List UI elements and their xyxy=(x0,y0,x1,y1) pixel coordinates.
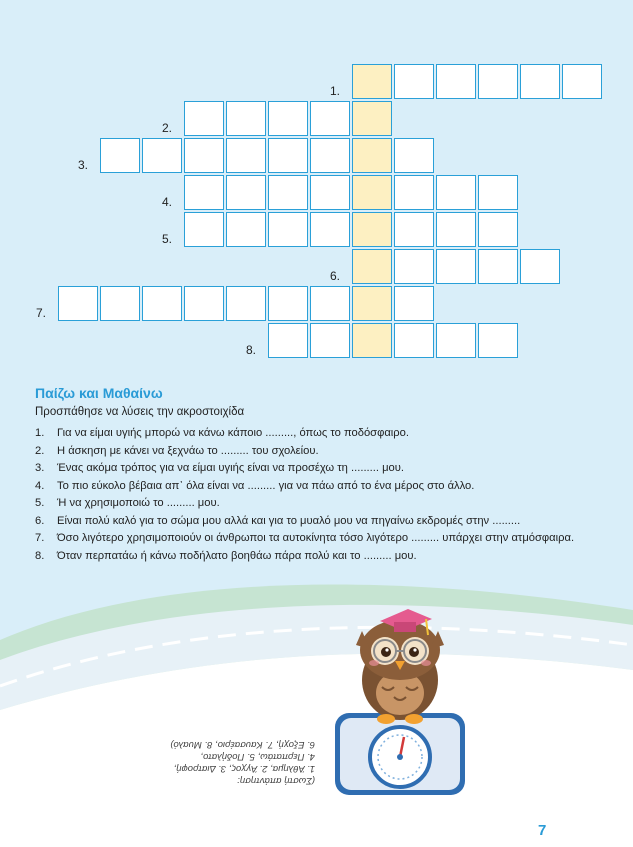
crossword-cell[interactable] xyxy=(310,101,350,136)
instruction-text: Προσπάθησε να λύσεις την ακροστοιχίδα xyxy=(35,406,245,418)
owl-on-scale-illustration xyxy=(330,605,470,810)
clue-text: Το πιο εύκολο βέβαια απ᾽ όλα είναι να ......... για να πάω από το ένα μέρος στο άλλο. xyxy=(57,479,475,492)
answers-line: 1. Άθλημα, 2. Άγχος, 3. Διατροφή, xyxy=(173,763,315,774)
clue-item: 1. Για να είμαι υγιής μπορώ να κάνω κάποιο ........., όπως το ποδόσφαιρο. xyxy=(35,427,409,439)
crossword-cell[interactable] xyxy=(436,323,476,358)
crossword-key-cell[interactable] xyxy=(352,175,392,210)
crossword-cell[interactable] xyxy=(226,138,266,173)
clue-text: Ή να χρησιμοποιώ το ......... μου. xyxy=(57,497,220,509)
row-label-3: 3. xyxy=(77,158,88,172)
row-label-5: 5. xyxy=(161,232,172,246)
crossword-cell[interactable] xyxy=(394,323,434,358)
clue-item: 5. Ή να χρησιμοποιώ το ......... μου. xyxy=(35,497,220,509)
crossword-cell[interactable] xyxy=(394,64,434,99)
clue-text: Όταν περπατάω ή κάνω ποδήλατο βοηθάω πάρα πολύ και το ......... μου. xyxy=(57,549,417,562)
crossword-cell[interactable] xyxy=(310,286,350,321)
clue-item: 2. Η άσκηση με κάνει να ξεχνάω το ......... του σχολείου. xyxy=(35,444,319,457)
crossword-cell[interactable] xyxy=(142,138,182,173)
crossword-key-cell[interactable] xyxy=(352,64,392,99)
crossword-cell[interactable] xyxy=(226,175,266,210)
crossword-cell[interactable] xyxy=(394,138,434,173)
crossword-key-cell[interactable] xyxy=(352,138,392,173)
crossword-cell[interactable] xyxy=(310,175,350,210)
row-label-2: 2. xyxy=(161,121,172,135)
clue-text: Ένας ακόμα τρόπος για να είμαι υγιής είναι να προσέχω τη ......... μου. xyxy=(57,462,404,474)
crossword-key-cell[interactable] xyxy=(352,101,392,136)
answers-heading: (Σωστή απάντηση: xyxy=(237,775,315,786)
row-label-8: 8. xyxy=(245,343,256,357)
crossword-cell[interactable] xyxy=(394,286,434,321)
clue-text: Όσο λιγότερο χρησιμοποιούν οι άνθρωποι τα αυτοκίνητα τόσο λιγότερο ......... υπάρχει στην ατμόσφαιρα. xyxy=(57,532,575,544)
row-label-6: 6. xyxy=(329,269,340,283)
clue-item: 3. Ένας ακόμα τρόπος για να είμαι υγιής είναι να προσέχω τη ......... μου. xyxy=(35,462,404,474)
crossword-cell[interactable] xyxy=(184,101,224,136)
crossword-cell[interactable] xyxy=(268,138,308,173)
row-label-1: 1. xyxy=(329,84,340,98)
crossword-cell[interactable] xyxy=(100,138,140,173)
crossword-cell[interactable] xyxy=(394,249,434,284)
crossword-cell[interactable] xyxy=(394,175,434,210)
crossword-cell[interactable] xyxy=(226,101,266,136)
crossword-cell[interactable] xyxy=(226,212,266,247)
crossword-cell[interactable] xyxy=(520,249,560,284)
crossword-cell[interactable] xyxy=(478,175,518,210)
clue-item: 4. Το πιο εύκολο βέβαια απ᾽ όλα είναι να ......... για να πάω από το ένα μέρος στο άλλο. xyxy=(35,479,475,492)
crossword-cell[interactable] xyxy=(436,175,476,210)
crossword-cell[interactable] xyxy=(562,64,602,99)
crossword-cell[interactable] xyxy=(310,138,350,173)
crossword-cell[interactable] xyxy=(184,212,224,247)
upside-down-answers xyxy=(150,738,315,786)
clue-text: Για να είμαι υγιής μπορώ να κάνω κάποιο ........., όπως το ποδόσφαιρο. xyxy=(57,427,409,439)
clue-list xyxy=(35,425,605,565)
crossword-cell[interactable] xyxy=(520,64,560,99)
page-number: 7 xyxy=(538,822,547,839)
row-label-7: 7. xyxy=(35,306,46,320)
crossword-cell[interactable] xyxy=(436,249,476,284)
crossword-cell[interactable] xyxy=(184,286,224,321)
crossword-cell[interactable] xyxy=(184,175,224,210)
crossword-cell[interactable] xyxy=(58,286,98,321)
crossword-cell[interactable] xyxy=(268,175,308,210)
crossword-key-cell[interactable] xyxy=(352,249,392,284)
crossword-cell[interactable] xyxy=(310,323,350,358)
answers-line: 6. Εξοχή, 7. Καυσαέριο, 8. Μυαλό) xyxy=(170,739,315,750)
crossword-cell[interactable] xyxy=(268,323,308,358)
section-title: Παίζω και Μαθαίνω xyxy=(35,385,163,401)
crossword-cell[interactable] xyxy=(436,64,476,99)
crossword-cell[interactable] xyxy=(478,64,518,99)
answers-line: 4. Περπατάω, 5. Ποδήλατο, xyxy=(200,751,315,762)
clue-item: 7. Όσο λιγότερο χρησιμοποιούν οι άνθρωποι τα αυτοκίνητα τόσο λιγότερο ......... υπάρχει στην ατμόσφαιρα. xyxy=(35,532,575,544)
crossword-cell[interactable] xyxy=(478,212,518,247)
crossword-cell[interactable] xyxy=(226,286,266,321)
crossword-grid xyxy=(0,0,633,380)
crossword-cell[interactable] xyxy=(268,212,308,247)
crossword-cell[interactable] xyxy=(268,101,308,136)
crossword-key-cell[interactable] xyxy=(352,323,392,358)
crossword-cell[interactable] xyxy=(478,323,518,358)
row-label-4: 4. xyxy=(161,195,172,209)
crossword-cell[interactable] xyxy=(184,138,224,173)
crossword-cell[interactable] xyxy=(100,286,140,321)
clue-text: Η άσκηση με κάνει να ξεχνάω το ......... του σχολείου. xyxy=(57,444,319,457)
clue-text: Είναι πολύ καλό για το σώμα μου αλλά και για το μυαλό μου να πηγαίνω εκδρομές στην ......... xyxy=(57,514,521,527)
crossword-cell[interactable] xyxy=(478,249,518,284)
crossword-cell[interactable] xyxy=(142,286,182,321)
crossword-cell[interactable] xyxy=(436,212,476,247)
crossword-cell[interactable] xyxy=(310,212,350,247)
crossword-cell[interactable] xyxy=(394,212,434,247)
clue-item: 8. Όταν περπατάω ή κάνω ποδήλατο βοηθάω πάρα πολύ και το ......... μου. xyxy=(35,549,417,562)
clue-item: 6. Είναι πολύ καλό για το σώμα μου αλλά και για το μυαλό μου να πηγαίνω εκδρομές στην ......... xyxy=(35,514,521,527)
crossword-key-cell[interactable] xyxy=(352,286,392,321)
crossword-key-cell[interactable] xyxy=(352,212,392,247)
crossword-cell[interactable] xyxy=(268,286,308,321)
